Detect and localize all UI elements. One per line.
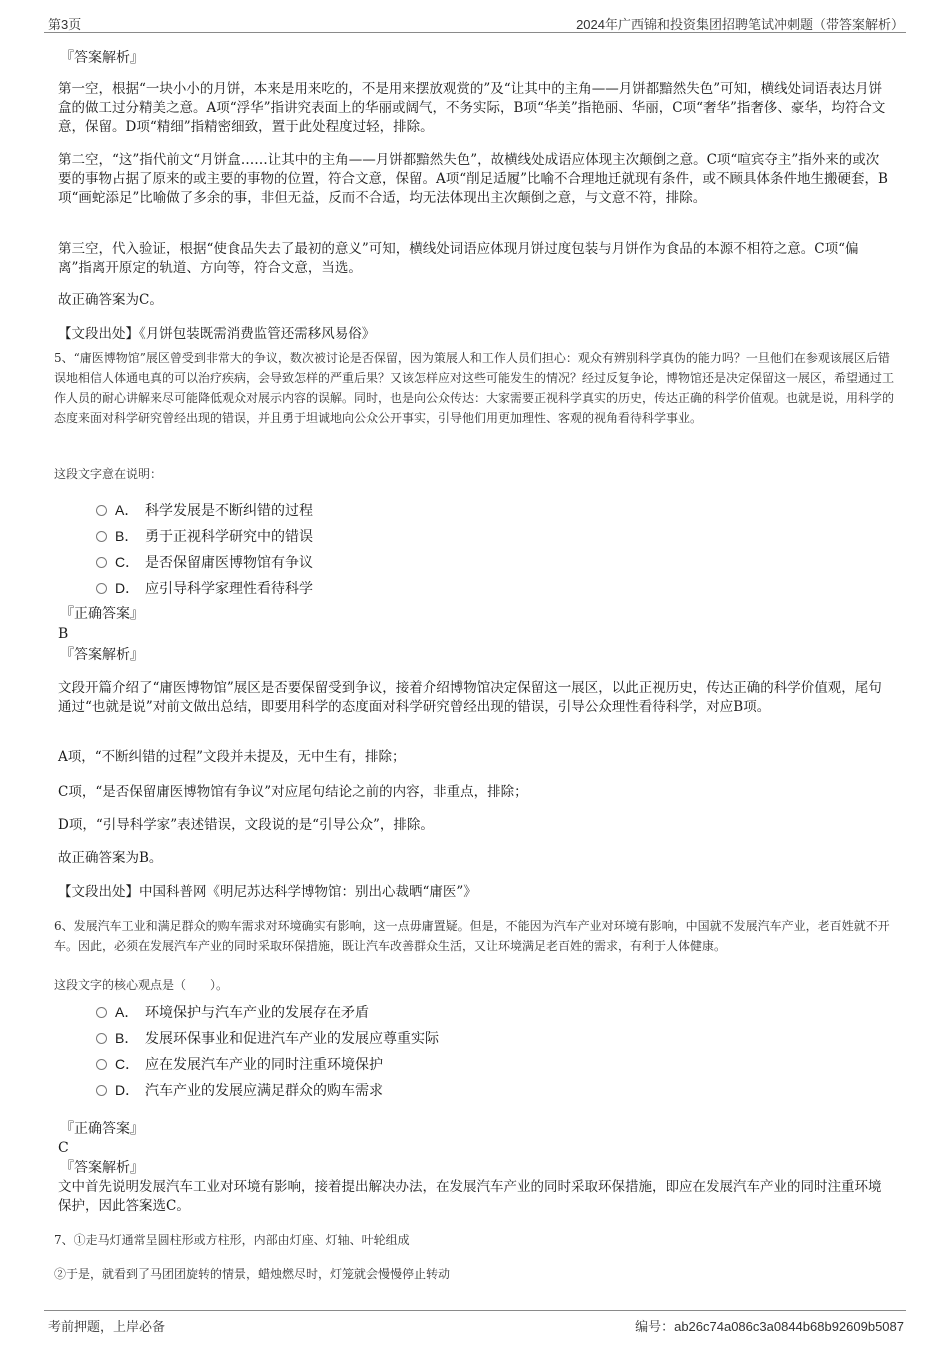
q5-answer-label: 『正确答案』: [60, 606, 144, 622]
document-title: 2024年广西锦和投资集团招聘笔试冲刺题（带答案解析）: [576, 17, 904, 32]
radio-icon[interactable]: [96, 1085, 107, 1096]
q4-analysis-para-3: 第三空，代入验证，根据“使食品失去了最初的意义”可知，横线处词语应体现月饼过度包装与月饼作为食品的本源不相符之意。C项“偏离”指离开原定的轨道、方向等，符合文意，当选。: [58, 241, 859, 276]
q5-analysis-label: 『答案解析』: [60, 647, 144, 663]
page-header: [44, 12, 906, 33]
q6-option-b[interactable]: B． 发展环保事业和促进汽车产业的发展应尊重实际: [96, 1026, 796, 1052]
q5-analysis-option-a: A项，“不断纠错的过程”文段并未提及，无中生有，排除；: [58, 749, 406, 765]
document-code: 编号：ab26c74a086c3a0844b68b92609b5087: [635, 1319, 904, 1334]
q6-options: [96, 1000, 796, 1104]
q5-analysis-option-d: D项，“引导科学家”表述错误，文段说的是“引导公众”，排除。: [58, 817, 434, 833]
radio-icon[interactable]: [96, 505, 107, 516]
radio-icon[interactable]: [96, 531, 107, 542]
q5-answer: B: [58, 626, 69, 642]
q5-option-c[interactable]: C． 是否保留庸医博物馆有争议: [96, 550, 796, 576]
radio-icon[interactable]: [96, 1059, 107, 1070]
radio-icon[interactable]: [96, 583, 107, 594]
q5-options: [96, 498, 796, 602]
q5-analysis-option-c: C项，“是否保留庸医博物馆有争议”对应尾句结论之前的内容，非重点，排除；: [58, 784, 528, 800]
q5-source: 【文段出处】中国科普网《明尼苏达科学博物馆：别出心裁晒“庸医”》: [58, 884, 477, 900]
q5-option-a[interactable]: A． 科学发展是不断纠错的过程: [96, 498, 796, 524]
q6-analysis-label: 『答案解析』: [60, 1160, 144, 1176]
q6-analysis-para-1: 文中首先说明发展汽车工业对环境有影响，接着提出解决办法，在发展汽车产业的同时采取环保措施，即应在发展汽车产业的同时注重环境保护，因此答案选C。: [58, 1179, 882, 1214]
q4-analysis-label: 『答案解析』: [60, 50, 144, 66]
q5-conclusion: 故正确答案为B。: [58, 850, 163, 866]
q5-stem: 5、“庸医博物馆”展区曾受到非常大的争议，数次被讨论是否保留，因为策展人和工作人员们担心：观众有辨别科学真伪的能力吗？一旦他们在参观该展区后错误地相信人体通电真的可以治疗疾病，会导致怎样的严重后果？又该怎样应对这些可能发生的情况？经过反复争论，博物馆还是决定保留这一展区，希望通过工作人员的耐心讲解来尽可能降低观众对展示内容的误解。同时，也是向公众传达：大家需要正视科学真实的历史，传达正确的科学价值观。也就是说，用科学的态度来面对科学研究曾经出现的错误，并且勇于坦诚地向公众公开事实，引导他们用更加理性、客观的视角看待科学事业。: [54, 351, 895, 425]
q5-analysis-para-1: 文段开篇介绍了“庸医博物馆”展区是否要保留受到争议，接着介绍博物馆决定保留这一展区，以此正视历史，传达正确的科学价值观，尾句通过“也就是说”对前文做出总结，即要用科学的态度面对科学研究曾经出现的错误，引导公众理性看待科学，对应B项。: [58, 680, 882, 715]
q5-prompt: 这段文字意在说明：: [54, 467, 163, 481]
q6-stem: 6、发展汽车工业和满足群众的购车需求对环境确实有影响，这一点毋庸置疑。但是，不能因为汽车产业对环境有影响，中国就不发展汽车产业，老百姓就不开车。因此，必须在发展汽车产业的同时采取环保措施，既让汽车改善群众生活，又让环境满足老百姓的需求，有利于人体健康。: [54, 919, 890, 953]
q6-answer-label: 『正确答案』: [60, 1121, 144, 1137]
page-number: 第3页: [48, 17, 82, 32]
radio-icon[interactable]: [96, 557, 107, 568]
q5-option-d[interactable]: D． 应引导科学家理性看待科学: [96, 576, 796, 602]
q4-analysis-para-2: 第二空，“这”指代前文“月饼盒……让其中的主角——月饼都黯然失色”，故横线处成语应体现主次颠倒之意。C项“喧宾夺主”指外来的或次要的事物占据了原来的或主要的事物的位置，符合文意，保留。A项“削足适履”比喻不合理地迁就现有条件，或不顾具体条件地生搬硬套，B项“画蛇添足”比喻做了多余的事，非但无益，反而不合适，均无法体现出主次颠倒之意，与文意不符，排除。: [58, 152, 888, 206]
page-footer: [44, 1310, 906, 1333]
q6-option-d[interactable]: D． 汽车产业的发展应满足群众的购车需求: [96, 1078, 796, 1104]
q7-sentence-2: ②于是，就看到了马团团旋转的情景，蜡烛燃尽时，灯笼就会慢慢停止转动: [54, 1267, 451, 1281]
q6-answer: C: [58, 1140, 69, 1156]
radio-icon[interactable]: [96, 1007, 107, 1018]
q6-option-a[interactable]: A． 环境保护与汽车产业的发展存在矛盾: [96, 1000, 796, 1026]
q5-option-b[interactable]: B． 勇于正视科学研究中的错误: [96, 524, 796, 550]
q7-sentence-1: 7、①走马灯通常呈圆柱形或方柱形，内部由灯座、灯轴、叶轮组成: [54, 1233, 410, 1247]
footer-slogan: 考前押题，上岸必备: [48, 1319, 166, 1334]
q4-source: 【文段出处】《月饼包装既需消费监管还需移风易俗》: [58, 326, 376, 342]
q6-prompt: 这段文字的核心观点是（ ）。: [54, 978, 229, 992]
q6-option-c[interactable]: C． 应在发展汽车产业的同时注重环境保护: [96, 1052, 796, 1078]
q4-analysis-para-1: 第一空，根据“一块小小的月饼，本来是用来吃的，不是用来摆放观赏的”及“让其中的主角——月饼都黯然失色”可知，横线处词语表达月饼盒的做工过分精美之意。A项“浮华”指讲究表面上的华丽或阔气，不务实际，B项“华美”指艳丽、华丽，C项“奢华”指奢侈、豪华，均符合文意，保留。D项“精细”指精密细致，置于此处程度过轻，排除。: [58, 81, 886, 135]
radio-icon[interactable]: [96, 1033, 107, 1044]
q4-conclusion: 故正确答案为C。: [58, 292, 163, 308]
